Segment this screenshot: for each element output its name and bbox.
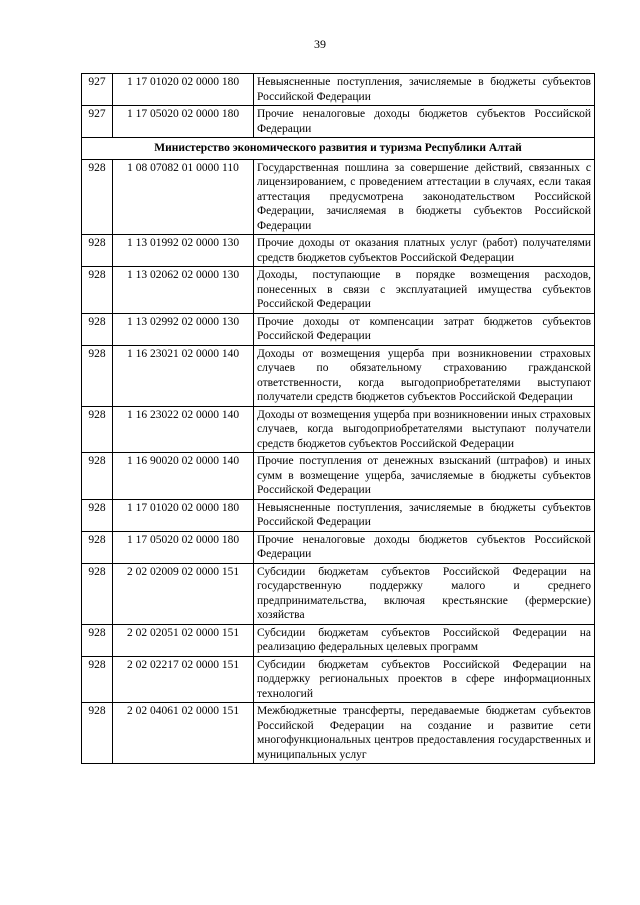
budget-classification-code-cell: 1 16 23022 02 0000 140 <box>113 406 254 453</box>
table-row <box>82 499 595 531</box>
admin-code-cell: 928 <box>82 267 113 314</box>
table-row <box>82 563 595 624</box>
budget-classification-code-cell: 2 02 02051 02 0000 151 <box>113 624 254 656</box>
table-row <box>82 106 595 138</box>
admin-code-cell: 928 <box>82 703 113 764</box>
budget-classification-code-cell: 1 13 01992 02 0000 130 <box>113 235 254 267</box>
table-body-927 <box>82 74 595 138</box>
revenue-name-cell: Прочие доходы от оказания платных услуг (работ) получателями средств бюджетов субъектов Российской Федерации <box>254 235 595 267</box>
revenue-name-cell: Межбюджетные трансферты, передаваемые бюджетам субъектов Российской Федерации на создание и развитие сети многофункциональных центров предоставления государственных и муниципальных услуг <box>254 703 595 764</box>
table-row <box>82 703 595 764</box>
revenue-name-cell: Субсидии бюджетам субъектов Российской Федерации на реализацию федеральных целевых программ <box>254 624 595 656</box>
budget-classification-code-cell: 1 13 02992 02 0000 130 <box>113 313 254 345</box>
budget-classification-code-cell: 1 17 05020 02 0000 180 <box>113 531 254 563</box>
revenue-name-cell: Государственная пошлина за совершение действий, связанных с лицензированием, с проведением аттестации в случаях, если такая аттестация предусмотрена законодательством Российской Федерации, зачисляемая в бюджеты субъектов Российской Федерации <box>254 159 595 235</box>
admin-code-cell: 928 <box>82 345 113 406</box>
table-row <box>82 235 595 267</box>
admin-code-cell: 928 <box>82 531 113 563</box>
table-row <box>82 624 595 656</box>
table-row <box>82 267 595 314</box>
budget-classification-code-cell: 2 02 04061 02 0000 151 <box>113 703 254 764</box>
revenue-name-cell: Невыясненные поступления, зачисляемые в бюджеты субъектов Российской Федерации <box>254 74 595 106</box>
table-row <box>82 453 595 500</box>
table-row <box>82 531 595 563</box>
revenue-name-cell: Доходы от возмещения ущерба при возникновении иных страховых случаев, когда выгодоприобретателями выступают получатели средств бюджетов субъектов Российской Федерации <box>254 406 595 453</box>
table-row <box>82 74 595 106</box>
revenue-name-cell: Прочие неналоговые доходы бюджетов субъектов Российской Федерации <box>254 531 595 563</box>
revenue-name-cell: Субсидии бюджетам субъектов Российской Федерации на государственную поддержку малого и среднего предпринимательства, включая крестьянские (фермерские) хозяйства <box>254 563 595 624</box>
admin-code-cell: 928 <box>82 406 113 453</box>
table-row <box>82 345 595 406</box>
table-row <box>82 313 595 345</box>
table-row <box>82 656 595 703</box>
table-row <box>82 159 595 235</box>
revenue-name-cell: Прочие доходы от компенсации затрат бюджетов субъектов Российской Федерации <box>254 313 595 345</box>
budget-classification-code-cell: 1 17 05020 02 0000 180 <box>113 106 254 138</box>
revenue-codes-table <box>81 73 595 764</box>
revenue-name-cell: Доходы, поступающие в порядке возмещения расходов, понесенных в связи с эксплуатацией имущества субъектов Российской Федерации <box>254 267 595 314</box>
admin-code-cell: 928 <box>82 656 113 703</box>
budget-classification-code-cell: 1 17 01020 02 0000 180 <box>113 499 254 531</box>
admin-code-cell: 928 <box>82 624 113 656</box>
admin-code-cell: 928 <box>82 313 113 345</box>
budget-classification-code-cell: 1 08 07082 01 0000 110 <box>113 159 254 235</box>
admin-code-cell: 928 <box>82 159 113 235</box>
revenue-name-cell: Невыясненные поступления, зачисляемые в бюджеты субъектов Российской Федерации <box>254 499 595 531</box>
section-title: Министерство экономического развития и туризма Республики Алтай <box>82 138 595 160</box>
budget-classification-code-cell: 2 02 02217 02 0000 151 <box>113 656 254 703</box>
section-header-row <box>82 138 595 160</box>
revenue-name-cell: Субсидии бюджетам субъектов Российской Федерации на поддержку региональных проектов в сфере информационных технологий <box>254 656 595 703</box>
table-row <box>82 406 595 453</box>
admin-code-cell: 927 <box>82 106 113 138</box>
budget-classification-code-cell: 1 16 23021 02 0000 140 <box>113 345 254 406</box>
admin-code-cell: 928 <box>82 235 113 267</box>
section-header-group <box>82 138 595 160</box>
budget-classification-code-cell: 1 13 02062 02 0000 130 <box>113 267 254 314</box>
budget-classification-code-cell: 1 17 01020 02 0000 180 <box>113 74 254 106</box>
revenue-name-cell: Прочие неналоговые доходы бюджетов субъектов Российской Федерации <box>254 106 595 138</box>
admin-code-cell: 928 <box>82 563 113 624</box>
budget-classification-code-cell: 2 02 02009 02 0000 151 <box>113 563 254 624</box>
revenue-name-cell: Доходы от возмещения ущерба при возникновении страховых случаев по обязательному страхованию гражданской ответственности, когда выгодоприобретателями выступают получатели средств бюджетов субъектов Российской Федерации <box>254 345 595 406</box>
admin-code-cell: 927 <box>82 74 113 106</box>
admin-code-cell: 928 <box>82 499 113 531</box>
revenue-name-cell: Прочие поступления от денежных взысканий (штрафов) и иных сумм в возмещение ущерба, зачисляемые в бюджеты субъектов Российской Федерации <box>254 453 595 500</box>
admin-code-cell: 928 <box>82 453 113 500</box>
page-number: 39 <box>314 37 326 51</box>
budget-classification-code-cell: 1 16 90020 02 0000 140 <box>113 453 254 500</box>
table-body-928 <box>82 159 595 764</box>
